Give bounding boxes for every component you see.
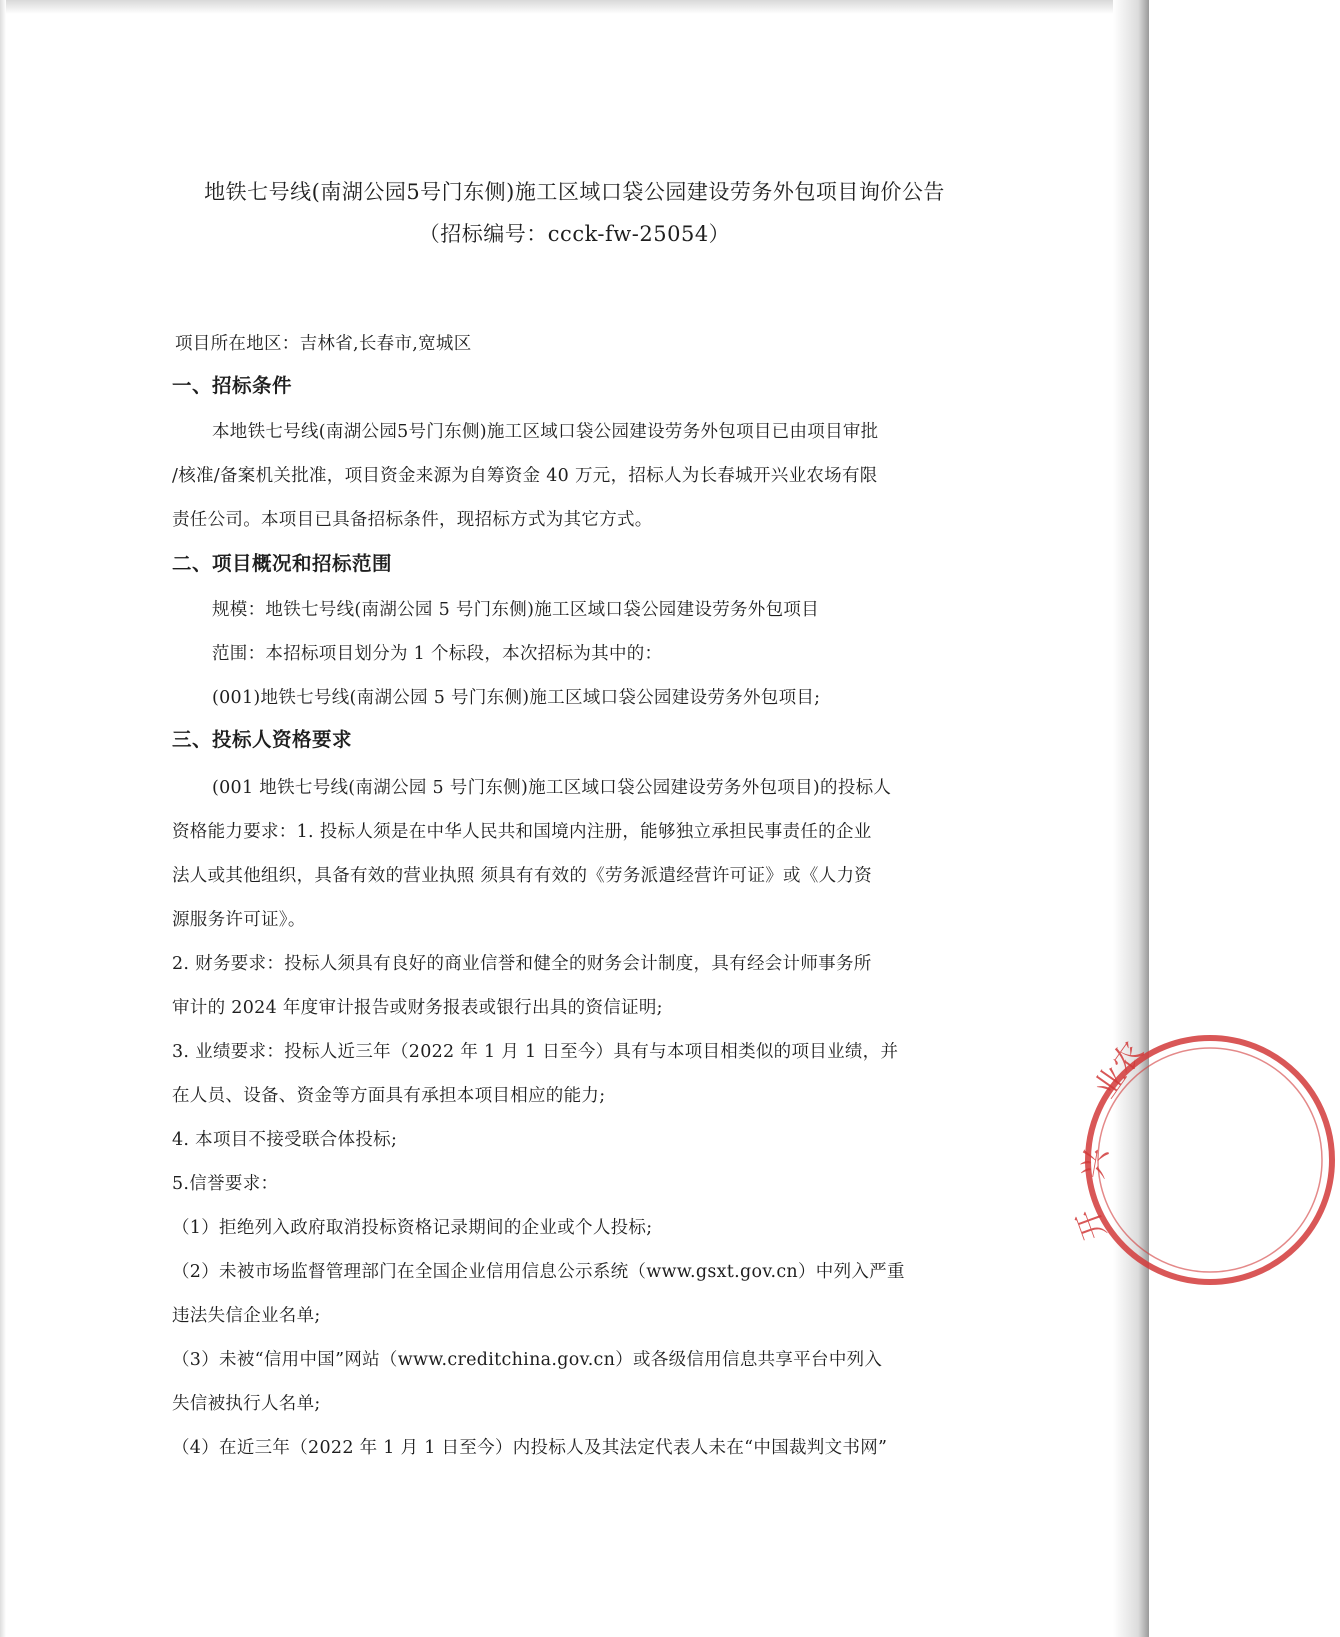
paragraph-line: 3. 业绩要求：投标人近三年（2022 年 1 月 1 日至今）具有与本项目相类似的项目业绩，并	[172, 1042, 899, 1062]
paragraph-line: 在人员、设备、资金等方面具有承担本项目相应的能力;	[172, 1086, 606, 1106]
paragraph-line: （2）未被市场监督管理部门在全国企业信用信息公示系统（www.gsxt.gov.cn）中列入严重	[172, 1262, 905, 1282]
paragraph-line: 失信被执行人名单;	[172, 1394, 321, 1414]
paragraph-line: 规模：地铁七号线(南湖公园 5 号门东侧)施工区域口袋公园建设劳务外包项目	[212, 600, 820, 620]
section-heading-bid-conditions: 一、招标条件	[172, 374, 293, 397]
paragraph-line: (001)地铁七号线(南湖公园 5 号门东侧)施工区域口袋公园建设劳务外包项目;	[212, 688, 821, 708]
paragraph-line: 5.信誉要求：	[172, 1174, 279, 1194]
paragraph-line: 资格能力要求：1. 投标人须是在中华人民共和国境内注册，能够独立承担民事责任的企业	[172, 822, 872, 842]
paragraph-line: 源服务许可证》。	[172, 910, 306, 930]
paragraph-line: 违法失信企业名单;	[172, 1306, 321, 1326]
company-seal	[1070, 1030, 1340, 1290]
paragraph-line: （3）未被“信用中国”网站（www.creditchina.gov.cn）或各级信用信息共享平台中列入	[172, 1350, 883, 1370]
paragraph-line: 责任公司。本项目已具备招标条件，现招标方式为其它方式。	[172, 510, 653, 530]
paragraph-line: 4. 本项目不接受联合体投标;	[172, 1130, 398, 1150]
paragraph-line: (001 地铁七号线(南湖公园 5 号门东侧)施工区域口袋公园建设劳务外包项目)的投标人	[212, 778, 892, 798]
paragraph-line: 范围：本招标项目划分为 1 个标段，本次招标为其中的：	[212, 644, 663, 664]
project-location: 项目所在地区：吉林省,长春市,宽城区	[175, 334, 472, 354]
paragraph-line: 审计的 2024 年度审计报告或财务报表或银行出具的资信证明;	[172, 998, 663, 1018]
paragraph-line: （4）在近三年（2022 年 1 月 1 日至今）内投标人及其法定代表人未在“中国裁判文书网”	[172, 1438, 888, 1458]
paragraph-line: /核准/备案机关批准，项目资金来源为自筹资金 40 万元，招标人为长春城开兴业农场有限	[172, 466, 878, 486]
paragraph-line: 2. 财务要求：投标人须具有良好的商业信誉和健全的财务会计制度，具有经会计师事务所	[172, 954, 872, 974]
svg-text:开: 开	[1070, 1204, 1114, 1245]
section-heading-bidder-qualifications: 三、投标人资格要求	[172, 728, 353, 751]
paragraph-line: 本地铁七号线(南湖公园5号门东侧)施工区域口袋公园建设劳务外包项目已由项目审批	[212, 422, 879, 442]
svg-text:业农: 业农	[1087, 1035, 1151, 1105]
document-title: 地铁七号线(南湖公园5号门东侧)施工区域口袋公园建设劳务外包项目询价公告	[204, 180, 945, 204]
bid-number: （招标编号：ccck-fw-25054）	[418, 222, 731, 246]
paragraph-line: 法人或其他组织，具备有效的营业执照 须具有有效的《劳务派遣经营许可证》或《人力资	[172, 866, 873, 886]
paragraph-line: （1）拒绝列入政府取消投标资格记录期间的企业或个人投标;	[172, 1218, 653, 1238]
section-heading-project-scope: 二、项目概况和招标范围	[172, 552, 393, 575]
svg-text:兴: 兴	[1075, 1145, 1116, 1182]
